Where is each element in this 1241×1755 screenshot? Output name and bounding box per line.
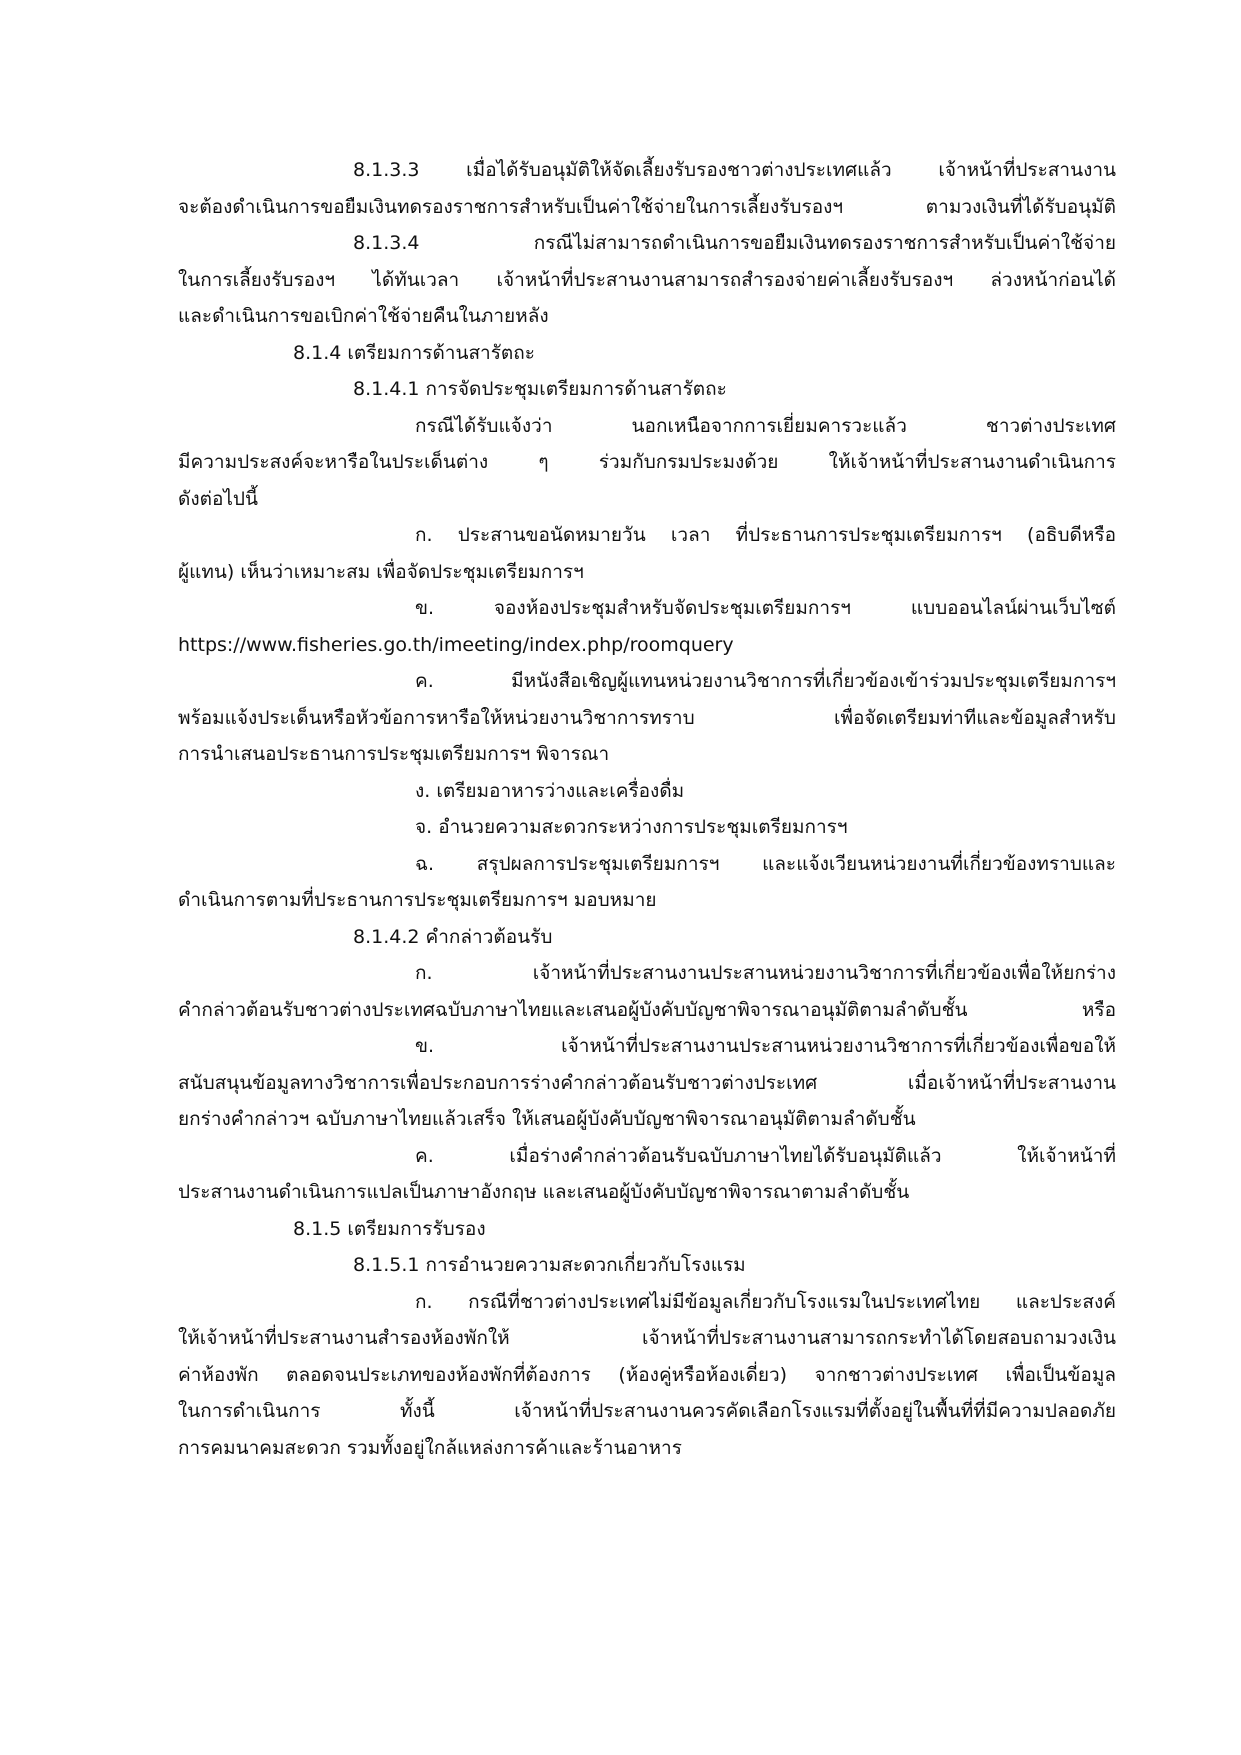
room-query-url: https://www.fisheries.go.th/imeeting/index.php/roomquery <box>178 633 734 656</box>
item-chho-line-1: ฉ. สรุปผลการประชุมเตรียมการฯ และแจ้งเวียนหน่วยงานที่เกี่ยวข้องทราบและ <box>415 852 1116 875</box>
speech-item-ko-line-1: ก. เจ้าหน้าที่ประสานงานประสานหน่วยงานวิชาการที่เกี่ยวข้องเพื่อให้ยกร่าง <box>415 962 1116 984</box>
heading-8-1-5: 8.1.5 เตรียมการรับรอง <box>293 1217 486 1240</box>
heading-8-1-4: 8.1.4 เตรียมการด้านสารัตถะ <box>293 341 535 364</box>
paragraph-intro-line-2: มีความประสงค์จะหารือในประเด็นต่าง ๆ ร่วมกับกรมประมงด้วย ให้เจ้าหน้าที่ประสานงานดำเนินการ <box>178 451 1116 473</box>
heading-8-1-5-1: 8.1.5.1 การอำนวยความสะดวกเกี่ยวกับโรงแรม <box>353 1254 746 1276</box>
item-ko-line-1: ก. ประสานขอนัดหมายวัน เวลา ที่ประธานการประชุมเตรียมการฯ (อธิบดีหรือ <box>415 524 1116 546</box>
hotel-item-ko-line-1: ก. กรณีที่ชาวต่างประเทศไม่มีข้อมูลเกี่ยวกับโรงแรมในประเทศไทย และประสงค์ <box>415 1290 1116 1313</box>
hotel-item-ko-line-3: ค่าห้องพัก ตลอดจนประเภทของห้องพักที่ต้องการ (ห้องคู่หรือห้องเดี่ยว) จากชาวต่างประเทศ เพื่อเป็นข้อมูล <box>178 1363 1116 1386</box>
hotel-item-ko-line-5: การคมนาคมสะดวก รวมทั้งอยู่ใกล้แหล่งการค้าและร้านอาหาร <box>178 1436 682 1459</box>
item-kho-khwai-line-1: ค. มีหนังสือเชิญผู้แทนหน่วยงานวิชาการที่เกี่ยวข้องเข้าร่วมประชุมเตรียมการฯ <box>415 670 1116 692</box>
item-cho: จ. อำนวยความสะดวกระหว่างการประชุมเตรียมการฯ <box>415 816 848 838</box>
document-body <box>178 152 1116 1466</box>
speech-item-kho-line-2: สนับสนุนข้อมูลทางวิชาการเพื่อประกอบการร่างคำกล่าวต้อนรับชาวต่างประเทศ เมื่อเจ้าหน้าที่ประสานงาน <box>178 1071 1116 1094</box>
paragraph-8-1-3-4-line-1: 8.1.3.4 กรณีไม่สามารถดำเนินการขอยืมเงินทดรองราชการสำหรับเป็นค่าใช้จ่าย <box>353 232 1116 254</box>
heading-8-1-4-2: 8.1.4.2 คำกล่าวต้อนรับ <box>353 925 553 948</box>
speech-item-kho-khwai-line-2: ประสานงานดำเนินการแปลเป็นภาษาอังกฤษ และเสนอผู้บังคับบัญชาพิจารณาตามลำดับชั้น <box>178 1181 910 1203</box>
paragraph-8-1-3-4-line-3: และดำเนินการขอเบิกค่าใช้จ่ายคืนในภายหลัง <box>178 305 549 327</box>
speech-item-kho-line-1: ข. เจ้าหน้าที่ประสานงานประสานหน่วยงานวิชาการที่เกี่ยวข้องเพื่อขอให้ <box>415 1035 1116 1057</box>
item-kho-khwai-line-2: พร้อมแจ้งประเด็นหรือหัวข้อการหารือให้หน่วยงานวิชาการทราบ เพื่อจัดเตรียมท่าทีและข้อมูลสำหรับ <box>178 706 1116 729</box>
hotel-item-ko-line-4: ในการดำเนินการ ทั้งนี้ เจ้าหน้าที่ประสานงานควรคัดเลือกโรงแรมที่ตั้งอยู่ในพื้นที่ที่มีความปลอดภัย <box>178 1400 1116 1422</box>
item-kho-line-1: ข. จองห้องประชุมสำหรับจัดประชุมเตรียมการฯ แบบออนไลน์ผ่านเว็บไซต์ <box>415 597 1116 619</box>
paragraph-8-1-3-3-line-2: จะต้องดำเนินการขอยืมเงินทดรองราชการสำหรับเป็นค่าใช้จ่ายในการเลี้ยงรับรองฯ ตามวงเงินที่ได้รับอนุมัติ <box>178 195 1116 218</box>
item-ngo: ง. เตรียมอาหารว่างและเครื่องดื่ม <box>415 779 685 802</box>
paragraph-intro-line-1: กรณีได้รับแจ้งว่า นอกเหนือจากการเยี่ยมคารวะแล้ว ชาวต่างประเทศ <box>415 414 1116 437</box>
item-chho-line-2: ดำเนินการตามที่ประธานการประชุมเตรียมการฯ มอบหมาย <box>178 889 657 911</box>
paragraph-intro-line-3: ดังต่อไปนี้ <box>178 487 258 510</box>
paragraph-8-1-3-4-line-2: ในการเลี้ยงรับรองฯ ได้ทันเวลา เจ้าหน้าที่ประสานงานสามารถสำรองจ่ายค่าเลี้ยงรับรองฯ ล่วงหน้าก่อนได้ <box>178 268 1116 291</box>
item-ko-line-2: ผู้แทน) เห็นว่าเหมาะสม เพื่อจัดประชุมเตรียมการฯ <box>178 560 584 583</box>
heading-8-1-4-1: 8.1.4.1 การจัดประชุมเตรียมการด้านสารัตถะ <box>353 378 727 400</box>
speech-item-kho-khwai-line-1: ค. เมื่อร่างคำกล่าวต้อนรับฉบับภาษาไทยได้รับอนุมัติแล้ว ให้เจ้าหน้าที่ <box>415 1144 1116 1167</box>
paragraph-8-1-3-3-line-1: 8.1.3.3 เมื่อได้รับอนุมัติให้จัดเลี้ยงรับรองชาวต่างประเทศแล้ว เจ้าหน้าที่ประสานงาน <box>353 159 1116 181</box>
speech-item-ko-line-2: คำกล่าวต้อนรับชาวต่างประเทศฉบับภาษาไทยและเสนอผู้บังคับบัญชาพิจารณาอนุมัติตามลำดับชั้น หรือ <box>178 998 1116 1021</box>
speech-item-kho-line-3: ยกร่างคำกล่าวฯ ฉบับภาษาไทยแล้วเสร็จ ให้เสนอผู้บังคับบัญชาพิจารณาอนุมัติตามลำดับชั้น <box>178 1108 916 1130</box>
item-kho-khwai-line-3: การนำเสนอประธานการประชุมเตรียมการฯ พิจารณา <box>178 743 610 765</box>
hotel-item-ko-line-2: ให้เจ้าหน้าที่ประสานงานสำรองห้องพักให้ เจ้าหน้าที่ประสานงานสามารถกระทำได้โดยสอบถามวงเงิน <box>178 1327 1116 1349</box>
